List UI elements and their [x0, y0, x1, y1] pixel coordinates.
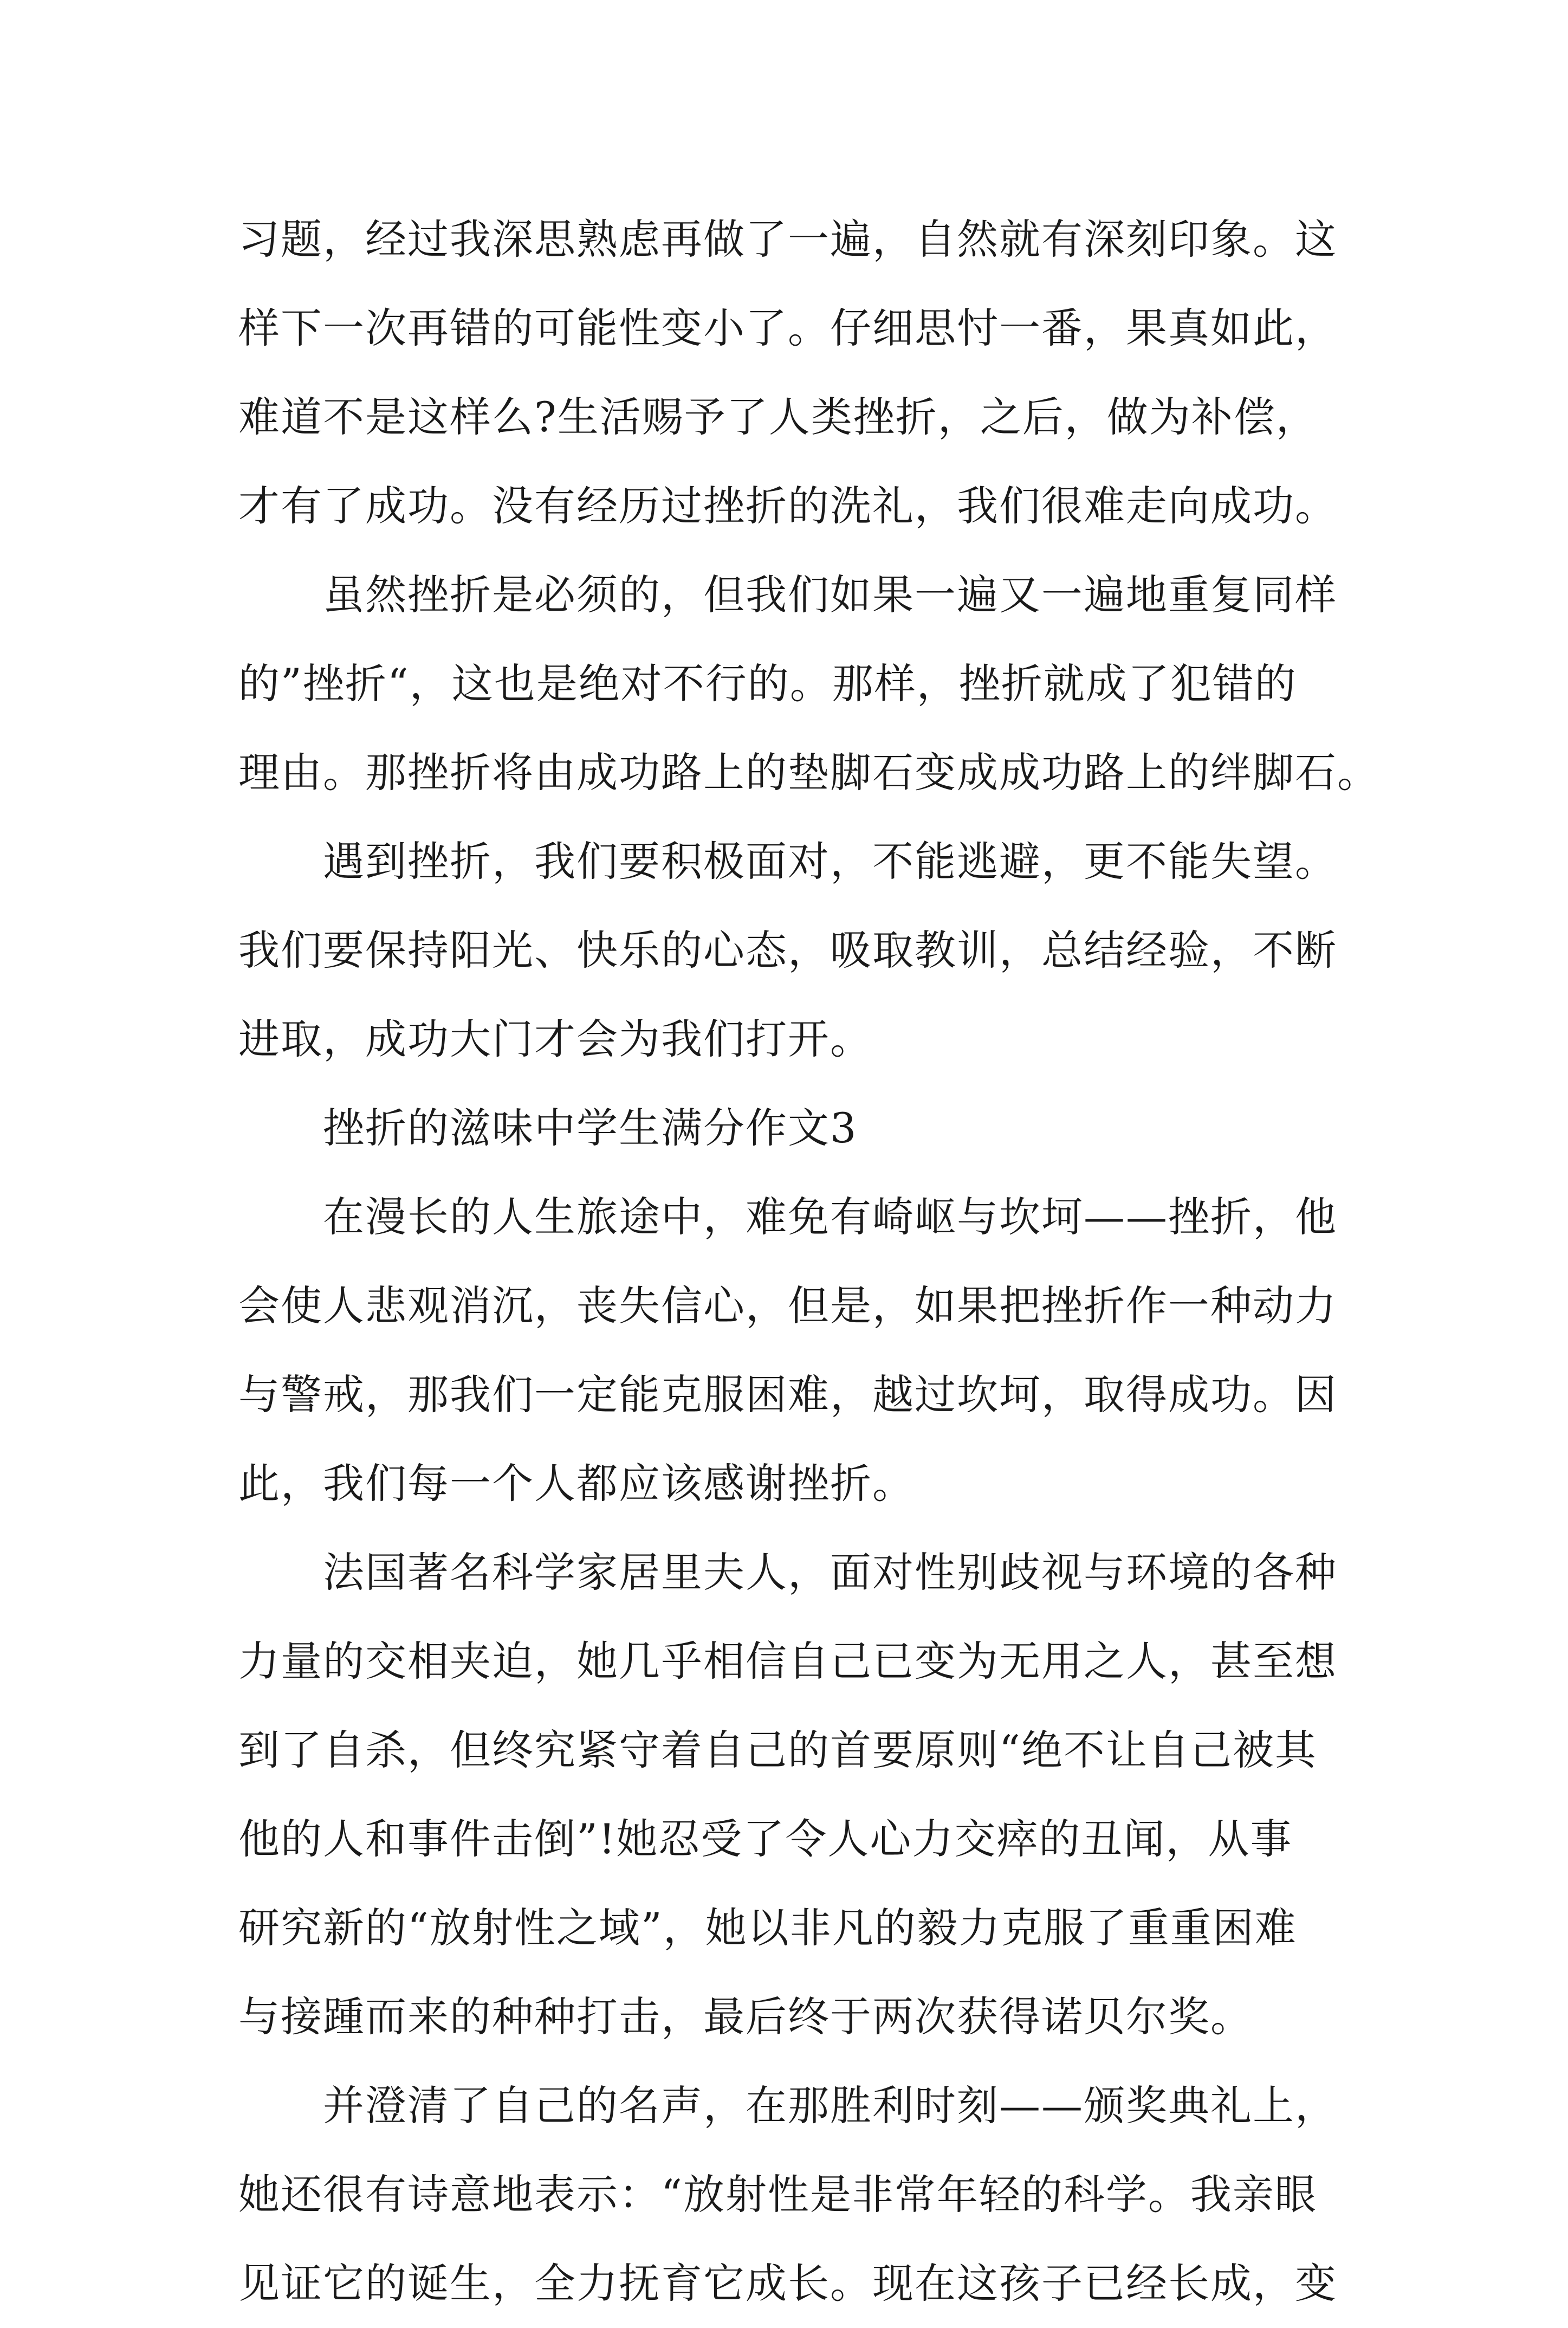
text-line: 样下一次再错的可能性变小了。仔细思忖一番，果真如此，	[238, 304, 1337, 352]
text-line: 与接踵而来的种种打击，最后终于两次获得诺贝尔奖。	[238, 1993, 1253, 2041]
text-line: 研究新的“放射性之域”，她以非凡的毅力克服了重重困难	[238, 1904, 1297, 1952]
paragraph-first-line: 法国著名科学家居里夫人，面对性别歧视与环境的各种	[323, 1548, 1337, 1596]
paragraph-first-line: 遇到挫折，我们要积极面对，不能逃避，更不能失望。	[323, 837, 1337, 885]
section-title: 挫折的滋味中学生满分作文3	[323, 1104, 858, 1152]
text-line: 他的人和事件击倒”!她忍受了令人心力交瘁的丑闻，从事	[238, 1815, 1293, 1863]
paragraph-first-line: 虽然挫折是必须的，但我们如果一遍又一遍地重复同样	[323, 571, 1337, 619]
text-line: 与警戒，那我们一定能克服困难，越过坎坷，取得成功。因	[238, 1370, 1337, 1419]
text-line: 会使人悲观消沉，丧失信心，但是，如果把挫折作一种动力	[238, 1282, 1337, 1330]
text-line: 难道不是这样么?生活赐予了人类挫折，之后，做为补偿，	[238, 393, 1318, 441]
text-line: 习题，经过我深思熟虑再做了一遍，自然就有深刻印象。这	[238, 215, 1337, 263]
text-line: 我们要保持阳光、快乐的心态，吸取教训，总结经验，不断	[238, 926, 1337, 974]
text-line: 见证它的诞生，全力抚育它成长。现在这孩子已经长成，变	[238, 2259, 1337, 2307]
text-line: 力量的交相夹迫，她几乎相信自己已变为无用之人，甚至想	[238, 1637, 1337, 1685]
text-line: 此，我们每一个人都应该感谢挫折。	[238, 1459, 915, 1508]
text-line: 才有了成功。没有经历过挫折的洗礼，我们很难走向成功。	[238, 482, 1337, 530]
essay-body	[238, 195, 1379, 2328]
text-line: 进取，成功大门才会为我们打开。	[238, 1015, 872, 1063]
text-line: 理由。那挫折将由成功路上的垫脚石变成成功路上的绊脚石。	[238, 748, 1379, 797]
text-line: 的”挫折“，这也是绝对不行的。那样，挫折就成了犯错的	[238, 659, 1297, 708]
text-line: 到了自杀，但终究紧守着自己的首要原则“绝不让自己被其	[238, 1726, 1317, 1774]
paragraph-first-line: 在漫长的人生旅途中，难免有崎岖与坎坷——挫折，他	[323, 1193, 1337, 1241]
paragraph-first-line: 并澄清了自己的名声，在那胜利时刻——颁奖典礼上，	[323, 2081, 1337, 2130]
text-line: 她还很有诗意地表示：“放射性是非常年轻的科学。我亲眼	[238, 2170, 1317, 2219]
